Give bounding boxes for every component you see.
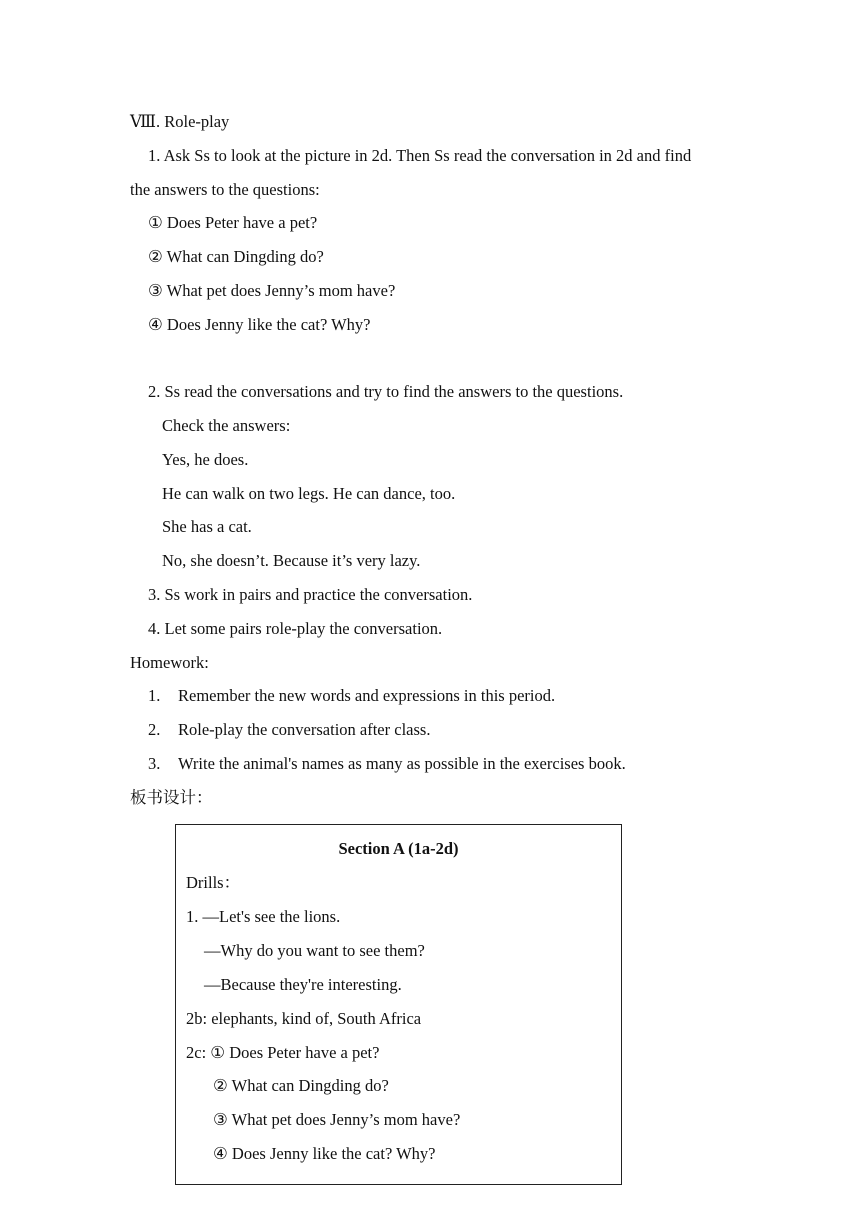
drills-label: Drills： (186, 873, 241, 892)
board-2c-line: ④ Does Jenny like the cat? Why? (213, 1144, 436, 1163)
homework-item (148, 754, 626, 774)
homework-item-number: 2. (148, 720, 161, 739)
question-item: ① Does Peter have a pet? (148, 213, 318, 232)
board-2c-line: ③ What pet does Jenny’s mom have? (213, 1110, 461, 1129)
step4-text: 4. Let some pairs role-play the conversation. (148, 619, 443, 638)
homework-item-number: 1. (148, 686, 161, 705)
step2-text: 2. Ss read the conversations and try to find the answers to the questions. (148, 382, 624, 401)
board-2c-line: ② What can Dingding do? (213, 1076, 389, 1095)
homework-item (148, 686, 555, 706)
board-title: Section A (1a-2d) (338, 839, 459, 858)
step1-line2: the answers to the questions: (130, 180, 320, 199)
homework-item (148, 720, 430, 740)
board-2b-line: 2b: elephants, kind of, South Africa (186, 1009, 422, 1028)
answer-item: She has a cat. (162, 517, 252, 536)
answer-item: Yes, he does. (162, 450, 249, 469)
step3-text: 3. Ss work in pairs and practice the conversation. (148, 585, 473, 604)
question-item: ② What can Dingding do? (148, 247, 324, 266)
section-heading: Ⅷ. Role-play (130, 112, 230, 131)
answer-item: He can walk on two legs. He can dance, too. (162, 484, 456, 503)
question-item: ③ What pet does Jenny’s mom have? (148, 281, 396, 300)
homework-item-number: 3. (148, 754, 161, 773)
question-item: ④ Does Jenny like the cat? Why? (148, 315, 371, 334)
check-answers-label: Check the answers: (162, 416, 291, 435)
drill-line: —Because they're interesting. (204, 975, 402, 994)
homework-item-text: Role-play the conversation after class. (178, 720, 431, 739)
drill-line: —Why do you want to see them? (204, 941, 425, 960)
step1-line1: 1. Ask Ss to look at the picture in 2d. Then Ss read the conversation in 2d and find (148, 146, 692, 165)
board-design-label: 板书设计： (130, 788, 213, 807)
drill-line: 1. —Let's see the lions. (186, 907, 341, 926)
board-2c-line: 2c: ① Does Peter have a pet? (186, 1043, 380, 1062)
homework-item-text: Remember the new words and expressions in this period. (178, 686, 556, 705)
answer-item: No, she doesn’t. Because it’s very lazy. (162, 551, 421, 570)
blackboard-design-box (175, 824, 622, 1185)
homework-heading: Homework: (130, 653, 209, 672)
homework-item-text: Write the animal's names as many as possible in the exercises book. (178, 754, 626, 773)
